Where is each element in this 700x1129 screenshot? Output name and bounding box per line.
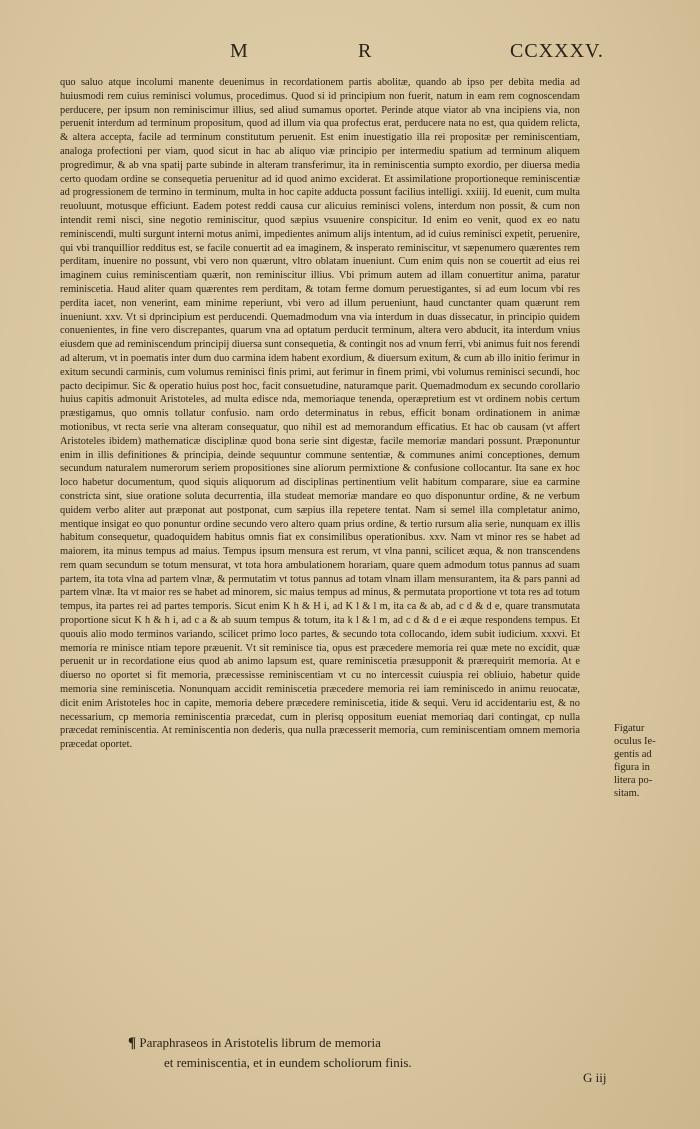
running-head-left: M [230, 40, 249, 62]
closing-line-2: et reminiscentia, et in eundem scholiorum finis. [164, 1055, 412, 1070]
body-text [60, 76, 580, 926]
signature-mark: G iij [583, 1070, 607, 1085]
marginal-note: Figatur oculus Ie- gentis ad figura in litera po- sitam. [614, 723, 656, 799]
closing-line-1: Paraphraseos in Aristotelis librum de memoria [139, 1035, 381, 1050]
running-head-middle: R [358, 40, 373, 62]
running-head [0, 40, 700, 70]
closing-colophon [128, 1033, 608, 1073]
pilcrow-mark: ¶ [128, 1035, 137, 1051]
folio-number: CCXXXV. [510, 40, 604, 62]
body-paragraph: quo saluo atque incolumi manente deuenimus in recordationem partis abolitæ, quando ab ipso per debita media ad huiusmodi rem cuius reminisci volumus, procedimus. Quod si id principium non fuerit, natum in eam rem cognoscendam perducere, per ipsum non reminiscimur illius, sed aliud sumamus oportet. Perinde atque viator ab vna incipiens via, non peruenit interdum ad terminum propositum, quod ad illum via qua profectus erat, perducere nata no est, qua quidem relicta, & altera accepta, facile ad terminum constitutum peruenit. Est enim inuestigatio illa rei propositæ per reminiscentiam, analoga profectioni per viam, quod sicut in hac ab aliquo viæ principio per intermediu spatium ad terminum aliquem progredimur, & ab vna spatij parte subinde in alteram transferimur, ita in reminiscentia sumpto exordio, per diuersa media certo quodam ordine se consequetia peruenitur ad id quod animo exciderat. Et assimilatione proportioneque reminiscentiæ ad progressionem de termino in terminum, multa in hoc capite adducta possunt facilius intelligi. xxiiij. Id euenit, cum multa reuoluunt, motusque efficiunt. Eadem potest reddi causa cur alicuius reminisci volens, interdum non possit, & cum non intendit remi nisci, sine negotio reminiscitur, quod sæpius vsuuenire conspicitur. Id enim eo venit, quod ex eo natu reminiscendi, multi surgunt interni motus animi, impedientes animum alijs intentum, ad id cuius reminisci expetit, peruenire, qui vbi tranquillior redditus est, se facile conuertit ad ea imaginem, & insperato reminiscitur, vt sæpenumero quærentes rem perditam, inuenire no possunt, vbi vero non quærunt, vltro oblatam inueniunt. Cum enim quis non se couertit ad eius rei imaginem cuius reminiscentiam quærit, non reminiscitur illius. Vbi primum autem ad illam conuertitur anima, paratur reminiscetia. Haud aliter quam quærentes rem perditam, & totam ferme domum peruestigantes, si ad eum locum vbi res perdita iacet, non venerint, eam minime reperiunt, vbi vero ad illum perueniunt, haud cunctanter quam quærunt rem inueniunt. xxv. Vt si dprincipium est perducendi. Quemadmodum vna via interdum in duas dissecatur, in principio quidem conuenientes, in fine vero discrepantes, quarum vna ad optatum perducit terminum, altera vero abducit, ita interdum vnius eiusdem que ad reminiscendum principij diuersa sunt consequetia, & contingit nos ad vnum ferri, vbi animus fuit nos ferendi ad alterum, vt in poematis inter dum duo carmina idem habent exordium, & diuersum exitum, & cum ab illo initio ferimur in exitum secundi carminis, cum volumus reminisci finis primi, aut ferimur in finem primi, vbi volumus reminisci secundi, hoc pacto decipimur. Sic & operatio huius post hoc, facit consuetudine, naturamque parit. Quemadmodum ex secundo corollario huius capitis admonuit Aristoteles, ad multa edisce nda, memoriaque tenenda, operæpretium est vt ordinem nobis certum præstigamus, quo omnis tollatur confusio. nam ordo determinatus in rebus, efficit bonam ordinationem in animæ motionibus, vt recta serie vna alteram consequatur, quo nihil est ad memorandum efficatius. Et hac ob causam (vt affert Aristoteles ibidem) mathematicæ disciplinæ quod bona serie sint digestæ, facile memoriæ mandari possunt. Præponuntur enim in illis definitiones & principia, deinde sequuntur commune sententiæ, & communes animi conceptiones, demum secundum naturalem numerorum seriem propositiones sine aliorum permixtione & confusione collocantur. Ita sane ex hoc loco habetur documentum, quod siquis aliquorum ad disciplinas pertinentium velit habitum comparare, siue ea carmine constricta sint, siue oratione soluta decurrentia, illa studeat memoriæ mandare eo quo disponuntur ordine, & ne verbum quidem verbo aliter aut præponat aut postponat, cum sæpius illa repetere tentat. Nam si semel illa completatur animo, mentique insigat eo quo ponuntur ordine secundo vero altero quam prius ordine, & tertio rursum alia serie, nunquam ex illis habitum consequetur, quadoquidem habitus omnis fiat ex consimilibus operationibus. xxv. Nam vt minor res se habet ad maiorem, ita minus tempus ad maius. Tempus ipsum mensura est rerum, vt vlna panni, scilicet æqua, & non transcendens rem quam secundum se totum mensurat, vt tota hora ambulationem horariam, quare quem admodum totus pannus ad suam partem, ita tota vlna ad partem vlnæ, & permutatim vt totus pannus ad totam vlnam illam mensurantem, ita & pars panni ad partem vlnæ. Ita vt maior res se habet ad minorem, sic maius tempus ad minus, & permutata proportione vt tota res ad totum tempus, ita partes rei ad partes temporis. Sicut enim K h & H i, ad K l & l m, ita ca & ab, ad c d & d e, quare transmutata proportione sicut K h & h i, ad c a & ab suum tempus & totum, ita k l & l m, ad c d & d e ei æque respondens tempus. Et quouis alio modo terminos variando, scilicet primo loco partes, & secundo tota collocando, idem subit iudicium. xxxvi. Et memoria re minisce ntiam tepore præuenit. Vt sit reminisce tia, opus est præcedere memoria rei quæ mete no excidit, quæ peruenit ur in recordatione eius quod ab animo lapsum est, quare reminiscetia præsupponit & prærequirit memoria. At e diuerso no oportet si fit memoria, præcessisse reminiscentiam vt cu no intercessit cuiuspia rei obliuio, habetur quide memoria sine reminiscetia. Nonunquam accidit reminiscetia præcedere memoria rei iam reminiscedo in animu reuocatæ, dicit enim Aristoteles hoc in capite, memoria debere præcedere reminiscetia, itide & sequi. Veru id accidentariu est, & no necessarium, cp memoria reminiscentia præcedat, cum in plerisq oppositum eueniat memoriaq dari contingat, cp nulla præcedat reminiscentia. At reminiscentia non dederis, qua nulla præcesserit memoria, cum reminiscentiam omnem memoria præcedat oportet. [60, 77, 580, 751]
